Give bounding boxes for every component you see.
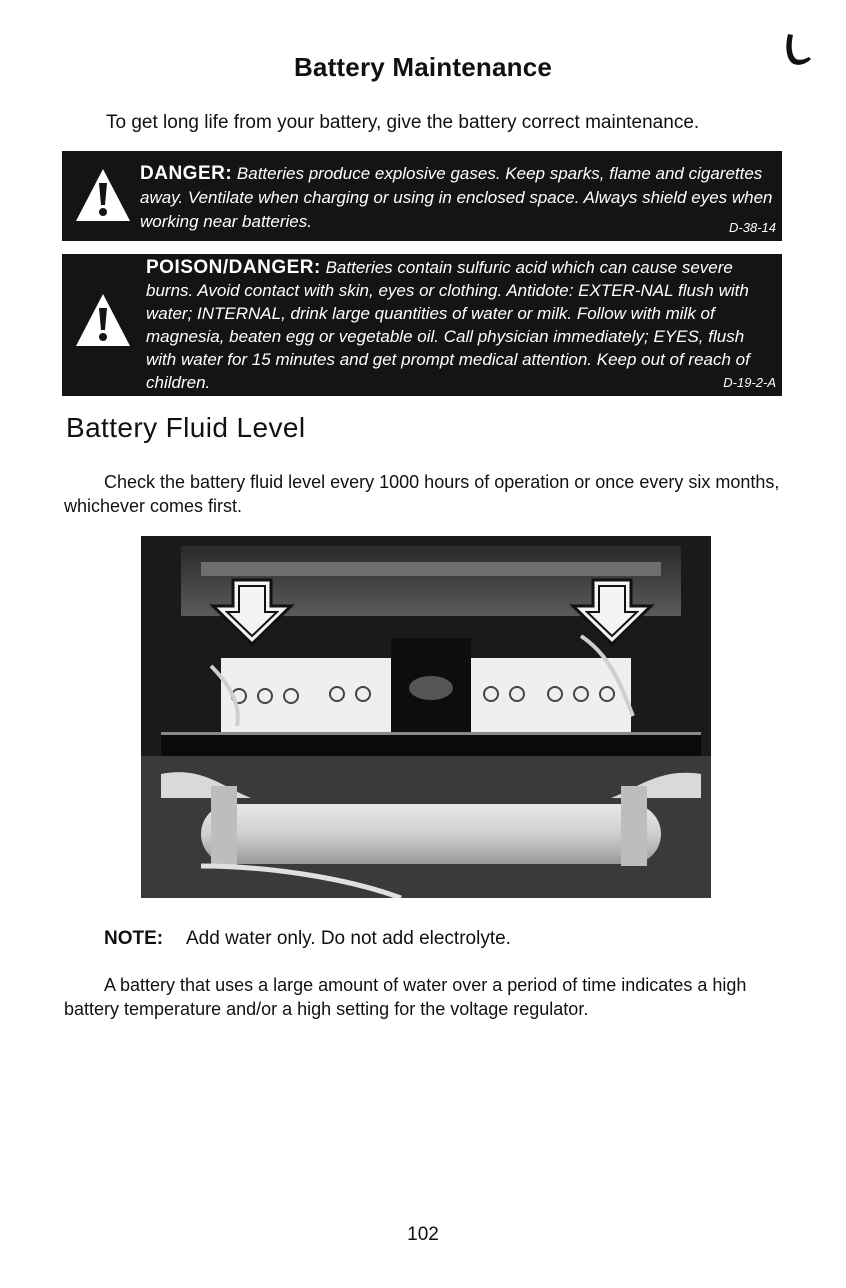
danger-warning-box bbox=[62, 151, 782, 241]
water-usage-paragraph: A battery that uses a large amount of water over a period of time indicates a high battery temperature and/or a high setting for the voltage regulator. bbox=[64, 975, 747, 1019]
poison-code: D-19-2-A bbox=[723, 375, 776, 390]
danger-code: D-38-14 bbox=[729, 220, 776, 235]
section-heading: Battery Fluid Level bbox=[66, 412, 306, 443]
intro-text: To get long life from your battery, give the battery correct maintenance. bbox=[106, 112, 700, 133]
page-title: Battery Maintenance bbox=[293, 52, 553, 82]
note-label: NOTE: bbox=[104, 928, 164, 949]
warning-triangle-icon bbox=[74, 167, 132, 225]
battery-photo bbox=[141, 536, 711, 898]
danger-heading: DANGER: bbox=[140, 163, 233, 184]
note bbox=[104, 928, 511, 950]
page-number: 102 bbox=[407, 1224, 439, 1245]
warning-triangle-icon bbox=[74, 292, 132, 350]
poison-warning-box bbox=[62, 254, 782, 396]
poison-body: Batteries contain sulfuric acid which can cause severe burns. Avoid contact with skin, eyes or clothing. Antidote: EXTER-NAL flush with water; INTERNAL, drink large quantities of water or milk. Follow with milk of magnesia, beaten egg or vegetable oil. Call physician immediately; EYES, flush with water for 15 minutes and get prompt medical attention. Keep out of reach of children. bbox=[146, 258, 750, 392]
danger-body: Batteries produce explosive gases. Keep sparks, flame and cigarettes away. Ventilate when charging or using in enclosed space. Always shield eyes when working near batteries. bbox=[140, 164, 773, 231]
fluid-check-paragraph: Check the battery fluid level every 1000 hours of operation or once every six months, whichever comes first. bbox=[64, 472, 780, 516]
poison-heading: POISON/DANGER: bbox=[146, 257, 321, 278]
note-text: Add water only. Do not add electrolyte. bbox=[186, 928, 511, 949]
